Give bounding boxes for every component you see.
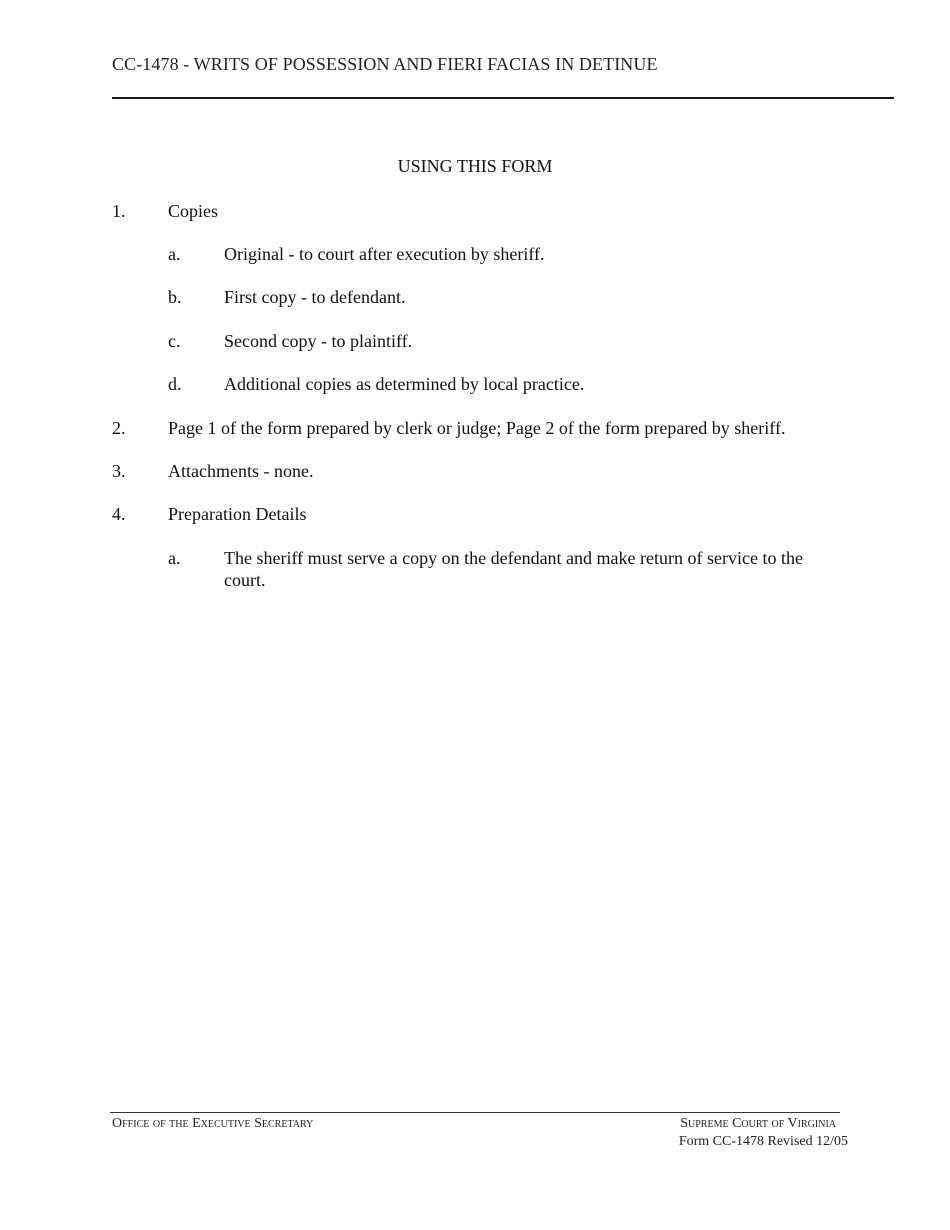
- subitem-text: Original - to court after execution by sheriff.: [224, 244, 545, 264]
- subitem-letter: a.: [168, 548, 181, 568]
- item-number: 3.: [112, 461, 126, 481]
- subitem-letter: d.: [168, 374, 182, 394]
- footer-right-block: [667, 1116, 848, 1150]
- subitem-text: First copy - to defendant.: [224, 287, 406, 307]
- footer-form-revision: Form CC-1478 Revised 12/05: [678, 1134, 848, 1149]
- footer-office-label: Office of the Executive Secretary: [112, 1116, 314, 1131]
- subitem-text: The sheriff must serve a copy on the defendant and make return of service to the court.: [224, 548, 803, 590]
- header-divider: [112, 97, 894, 99]
- footer-court-label: Supreme Court of Virginia: [680, 1116, 836, 1131]
- item-text: Attachments - none.: [168, 461, 314, 481]
- item-number: 4.: [112, 504, 126, 524]
- subitem-text: Second copy - to plaintiff.: [224, 331, 413, 351]
- subitem-letter: c.: [168, 331, 181, 351]
- item-number: 1.: [112, 201, 126, 221]
- item-text: Page 1 of the form prepared by clerk or judge; Page 2 of the form prepared by sheriff.: [168, 418, 786, 438]
- item-number: 2.: [112, 418, 126, 438]
- document-header-title: CC-1478 - WRITS OF POSSESSION AND FIERI FACIAS IN DETINUE: [112, 54, 658, 74]
- item-text: Preparation Details: [168, 504, 307, 524]
- footer-divider: [110, 1112, 840, 1113]
- subitem-text: Additional copies as determined by local practice.: [224, 374, 585, 394]
- subitem-letter: b.: [168, 287, 182, 307]
- item-text: Copies: [168, 201, 219, 221]
- subitem-letter: a.: [168, 244, 181, 264]
- section-title: USING THIS FORM: [397, 156, 553, 176]
